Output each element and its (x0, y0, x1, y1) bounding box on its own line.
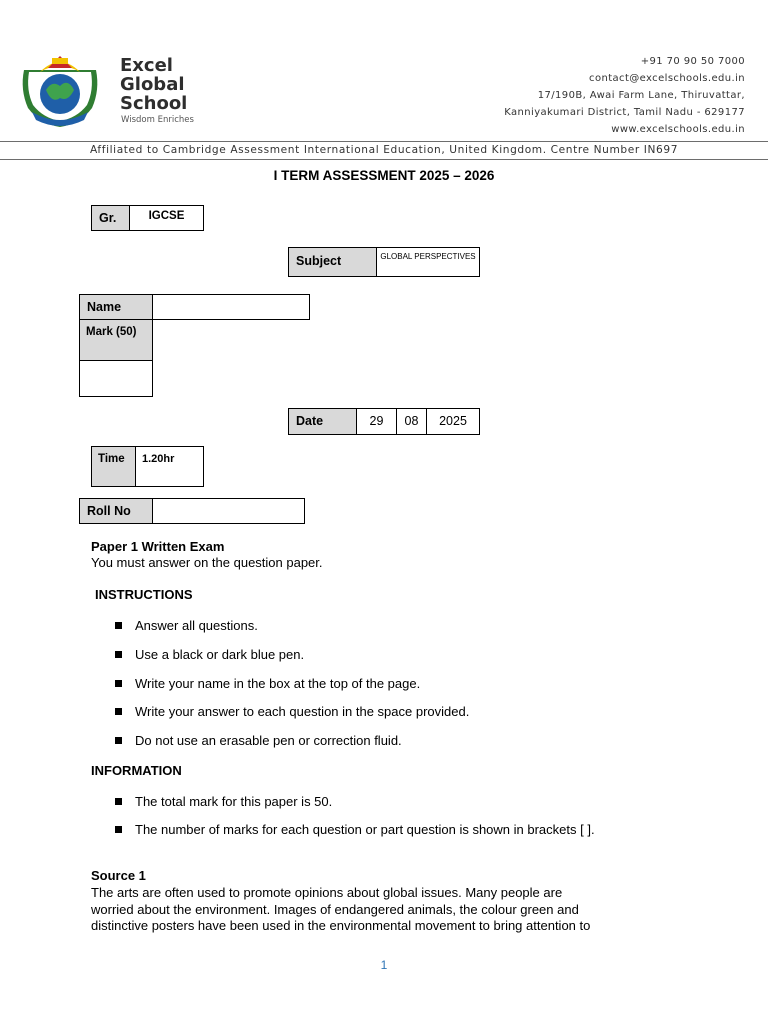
grade-label: Gr. (91, 205, 130, 231)
affiliation-text: Affiliated to Cambridge Assessment International Education, United Kingdom. Centre Number IN697 (89, 144, 679, 156)
source-line: worried about the environment. Images of endangered animals, the colour green and (91, 902, 579, 917)
instruction-text: Do not use an erasable pen or correction fluid. (135, 733, 402, 748)
information-text: The total mark for this paper is 50. (135, 794, 333, 809)
instruction-item (115, 676, 420, 691)
paper-subheading: You must answer on the question paper. (91, 555, 323, 570)
time-value: 1.20hr (135, 446, 204, 487)
date-year: 2025 (426, 408, 480, 435)
subject-value: GLOBAL PERSPECTIVES (376, 247, 480, 277)
date-label: Date (288, 408, 357, 435)
source-line: distinctive posters have been used in the environmental movement to bring attention to (91, 918, 591, 933)
bullet-icon (115, 708, 122, 715)
contact-block (504, 53, 745, 138)
instruction-text: Use a black or dark blue pen. (135, 647, 305, 662)
instruction-item (115, 647, 304, 662)
rollno-label: Roll No (79, 498, 153, 524)
bullet-icon (115, 651, 122, 658)
school-name-line3: School (120, 93, 188, 114)
contact-address-line1: 17/190B, Awai Farm Lane, Thiruvattar, (537, 90, 745, 101)
instruction-text: Answer all questions. (135, 618, 258, 633)
grade-value: IGCSE (129, 205, 204, 231)
instruction-item (115, 704, 469, 719)
name-field[interactable] (152, 294, 310, 320)
information-heading: INFORMATION (91, 763, 182, 778)
time-label: Time (91, 446, 136, 487)
bullet-icon (115, 737, 122, 744)
instruction-item (115, 618, 258, 633)
contact-website: www.excelschools.edu.in (611, 124, 745, 135)
information-text: The number of marks for each question or part question is shown in brackets [ ]. (135, 822, 595, 837)
bullet-icon (115, 798, 122, 805)
mark-field[interactable] (79, 360, 153, 397)
exam-title: I TERM ASSESSMENT 2025 – 2026 (273, 168, 495, 183)
instruction-text: Write your name in the box at the top of the page. (135, 676, 421, 691)
bullet-icon (115, 680, 122, 687)
instructions-heading: INSTRUCTIONS (95, 587, 193, 602)
school-name-line1: Excel (120, 55, 173, 76)
school-logo (18, 50, 102, 128)
school-name-line2: Global (120, 74, 185, 95)
bullet-icon (115, 826, 122, 833)
contact-email: contact@excelschools.edu.in (589, 73, 745, 84)
subject-label: Subject (288, 247, 377, 277)
contact-phone: +91 70 90 50 7000 (640, 56, 745, 67)
page-number: 1 (380, 958, 388, 972)
paper-heading: Paper 1 Written Exam (91, 539, 225, 554)
rollno-field[interactable] (152, 498, 305, 524)
information-item (115, 794, 332, 809)
header-divider-bottom (0, 159, 768, 160)
bullet-icon (115, 622, 122, 629)
source-heading: Source 1 (91, 868, 146, 883)
source-line: The arts are often used to promote opinions about global issues. Many people are (91, 885, 563, 900)
contact-address-line2: Kanniyakumari District, Tamil Nadu - 629177 (504, 107, 745, 118)
information-item (115, 822, 595, 837)
instruction-text: Write your answer to each question in the space provided. (135, 704, 470, 719)
date-day: 29 (356, 408, 397, 435)
mark-label: Mark (50) (79, 319, 153, 361)
date-month: 08 (396, 408, 427, 435)
name-label: Name (79, 294, 153, 320)
school-tagline: Wisdom Enriches (121, 115, 194, 125)
school-name (120, 56, 187, 113)
instruction-item (115, 733, 402, 748)
header-divider-top (0, 141, 768, 142)
